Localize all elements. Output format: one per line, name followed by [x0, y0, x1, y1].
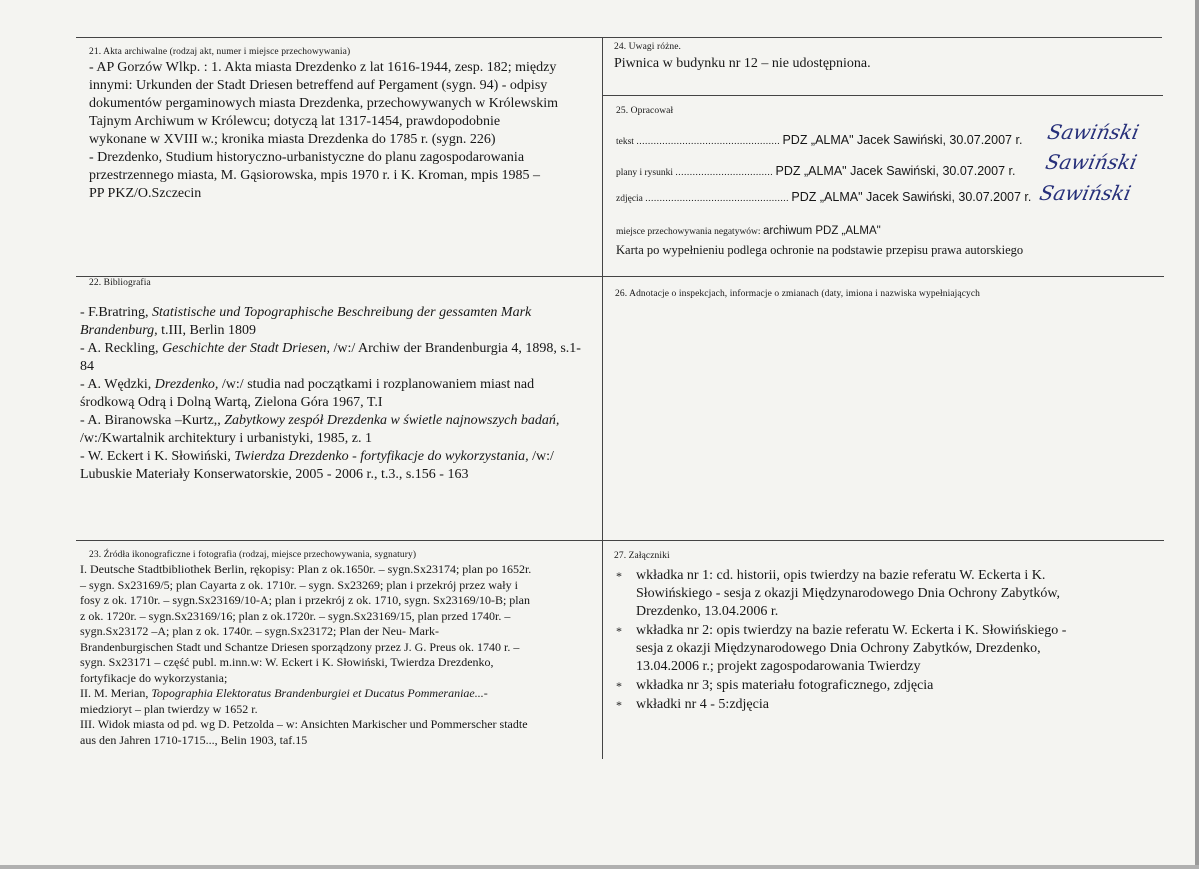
- bibliography-entry: - F.Bratring, Statistische und Topographische Beschreibung der gessamten Mark Brandenburg, t.III, Berlin 1809: [80, 305, 532, 338]
- author-row-photos: [616, 190, 1031, 204]
- dotted-leader: ..................................................: [636, 137, 781, 147]
- section-21-archives: [89, 59, 595, 203]
- text-line: innymi: Urkunden der Stadt Driesen betreffend auf Pergament (sygn. 94) - odpisy: [89, 78, 548, 93]
- bibliography-entry: - W. Eckert i K. Słowiński, Twierdza Drezdenko - fortyfikacje do wykorzystania, /w:/ Lubuskie Materiały Konserwatorskie, 2005 - 2006 r., t.3., s.156 - 163: [80, 449, 554, 482]
- handwritten-signature: Sawiński: [1045, 120, 1142, 144]
- negatives-location: [616, 225, 881, 237]
- text-line: sygn. Sx23171 – część publ. m.inn.w: W. Eckert i K. Słowiński, Twierdza Drezdenko,: [80, 655, 494, 669]
- text-line: - AP Gorzów Wlkp. : 1. Akta miasta Drezdenko z lat 1616-1944, zesp. 182; między: [89, 60, 557, 75]
- row-label: plany i rysunki: [616, 168, 673, 178]
- negatives-label: miejsce przechowywania negatywów:: [616, 227, 761, 237]
- negatives-value: archiwum PDZ „ALMA": [762, 225, 881, 237]
- handwritten-signature: Sawiński: [1043, 150, 1140, 174]
- text-line: Brandenburgischen Stadt und Schantze Driesen sporządzony przez J. G. Preus ok. 1740 r. –: [80, 639, 520, 654]
- section-27-attachments: [612, 567, 1112, 715]
- author-row-plans: [616, 164, 1015, 178]
- text-line: wykonane w XVIII w.; kronika miasta Drezdenka do 1785 r. (sygn. 226): [89, 132, 496, 147]
- row-divider-2: [76, 540, 1164, 541]
- row-value: PDZ „ALMA" Jacek Sawiński, 30.07.2007 r.: [791, 190, 1032, 204]
- text-line: miedzioryt – plan twierdzy w 1652 r.: [80, 701, 258, 716]
- top-border-line: [76, 37, 1162, 38]
- attachment-item: * wkładka nr 1: cd. historii, opis twierdzy na bazie referatu W. Eckerta i K. Słowińskiego - sesja z okazji Międzynarodowego Dnia Ochrony Zabytków, Drezdenko, 13.04.2006 r.: [616, 568, 1061, 619]
- text-line: PP PKZ/O.Szczecin: [89, 186, 202, 201]
- bibliography-entry: - A. Reckling, Geschichte der Stadt Driesen, /w:/ Archiw der Brandenburgia 4, 1898, s.1- 84: [80, 341, 581, 374]
- text-line: przestrzennego miasta, M. Gąsiorowska, mpis 1970 r. i K. Kroman, mpis 1985 –: [89, 168, 541, 183]
- dotted-leader: ..................................: [675, 168, 774, 178]
- scan-edge-right: [1195, 0, 1199, 869]
- text-line: fosy z ok. 1710r. – sygn.Sx23169/10-A; plan i przekrój z ok. 1710, sygn. Sx23169/10-B; plan: [80, 593, 530, 607]
- scan-edge-bottom: [0, 865, 1199, 869]
- text-line: III. Widok miasta od pd. wg D. Petzolda – w: Ansichten Markischer und Pommerscher stadte: [80, 717, 528, 731]
- section-26-title: 26. Adnotacje o inspekcjach, informacje o zmianach (daty, imiona i nazwiska wypełniających: [615, 289, 981, 299]
- text-line: Tajnym Archiwum w Królewcu; dotyczą lat 1317-1454, prawdopodobnie: [89, 114, 501, 129]
- bullet-star-icon: *: [616, 569, 622, 583]
- section-23-title: 23. Źródła ikonograficzne i fotografia (rodzaj, miejsce przechowywania, sygnatury): [89, 550, 417, 560]
- bibliography-entry: - A. Wędzki, Drezdenko, /w:/ studia nad początkami i rozplanowaniem miast nad środkową Odrą i Dolną Wartą, Zielona Góra 1967, T.I: [80, 377, 535, 410]
- section-22-bibliography: [80, 304, 592, 484]
- text-line: I. Deutsche Stadtbibliothek Berlin, rękopisy: Plan z ok.1650r. – sygn.Sx23174; plan po 1652r.: [80, 562, 532, 576]
- text-line: z ok. 1720r. – sygn.Sx23169/16; plan z ok.1720r. – sygn.Sx23169/15, plan przed 1740r. –: [80, 608, 511, 623]
- column-divider: [602, 37, 603, 759]
- section-25-title: 25. Opracował: [616, 106, 674, 116]
- bullet-star-icon: *: [616, 624, 622, 638]
- bullet-star-icon: *: [616, 698, 622, 712]
- text-line: fortyfikacje do wykorzystania;: [80, 670, 228, 685]
- row-divider-1: [76, 276, 1164, 277]
- text-line: dokumentów pergaminowych miasta Drezdenka, przechowywanych w Królewskim: [89, 96, 558, 111]
- dotted-leader: ..................................................: [645, 194, 790, 204]
- row-value: PDZ „ALMA" Jacek Sawiński, 30.07.2007 r.: [775, 164, 1016, 178]
- text-line: – sygn. Sx23169/5; plan Cayarta z ok. 1710r. – sygn. Sx23269; plan i przekrój przez wały i: [80, 577, 518, 592]
- row-value: PDZ „ALMA" Jacek Sawiński, 30.07.2007 r.: [782, 133, 1023, 147]
- handwritten-signature: Sawiński: [1037, 181, 1134, 205]
- row-label: zdjęcia: [616, 194, 643, 204]
- section-27-title: 27. Załączniki: [614, 551, 670, 561]
- text-line: sygn.Sx23172 –A; plan z ok. 1740r. – sygn.Sx23172; Plan der Neu- Mark-: [80, 624, 439, 638]
- attachment-item: * wkładka nr 3; spis materiału fotograficznego, zdjęcia: [616, 678, 934, 693]
- attachment-item: * wkładka nr 2: opis twierdzy na bazie referatu W. Eckerta i K. Słowińskiego - sesja z okazji Międzynarodowego Dnia Ochrony Zabytków, Drezdenko, 13.04.2006 r.; projekt zagospodarowania Twierdzy: [616, 623, 1067, 674]
- section-23-iconography: [80, 562, 595, 748]
- author-row-text: [616, 133, 1022, 147]
- section-24-title: 24. Uwagi różne.: [614, 42, 682, 52]
- section-25-divider: [603, 95, 1163, 96]
- section-22-title: 22. Bibliografia: [89, 278, 151, 288]
- section-24-remarks: Piwnica w budynku nr 12 – nie udostępniona.: [614, 56, 871, 71]
- section-21-title: 21. Akta archiwalne (rodzaj akt, numer i miejsce przechowywania): [89, 47, 351, 57]
- text-line: - Drezdenko, Studium historyczno-urbanistyczne do planu zagospodarowania: [89, 150, 525, 165]
- bullet-star-icon: *: [616, 679, 622, 693]
- row-label: tekst: [616, 137, 634, 147]
- attachment-item: * wkładki nr 4 - 5:zdjęcia: [616, 697, 769, 712]
- text-line: aus den Jahren 1710-1715..., Belin 1903, taf.15: [80, 732, 308, 747]
- copyright-note: Karta po wypełnieniu podlega ochronie na podstawie przepisu prawa autorskiego: [616, 243, 1024, 257]
- text-line: II. M. Merian, Topographia Elektoratus Brandenburgiei et Ducatus Pommeraniae...-: [80, 686, 488, 700]
- bibliography-entry: - A. Biranowska –Kurtz,, Zabytkowy zespół Drezdenka w świetle najnowszych badań, /w:/Kwartalnik architektury i urbanistyki, 1985, z. 1: [80, 413, 560, 446]
